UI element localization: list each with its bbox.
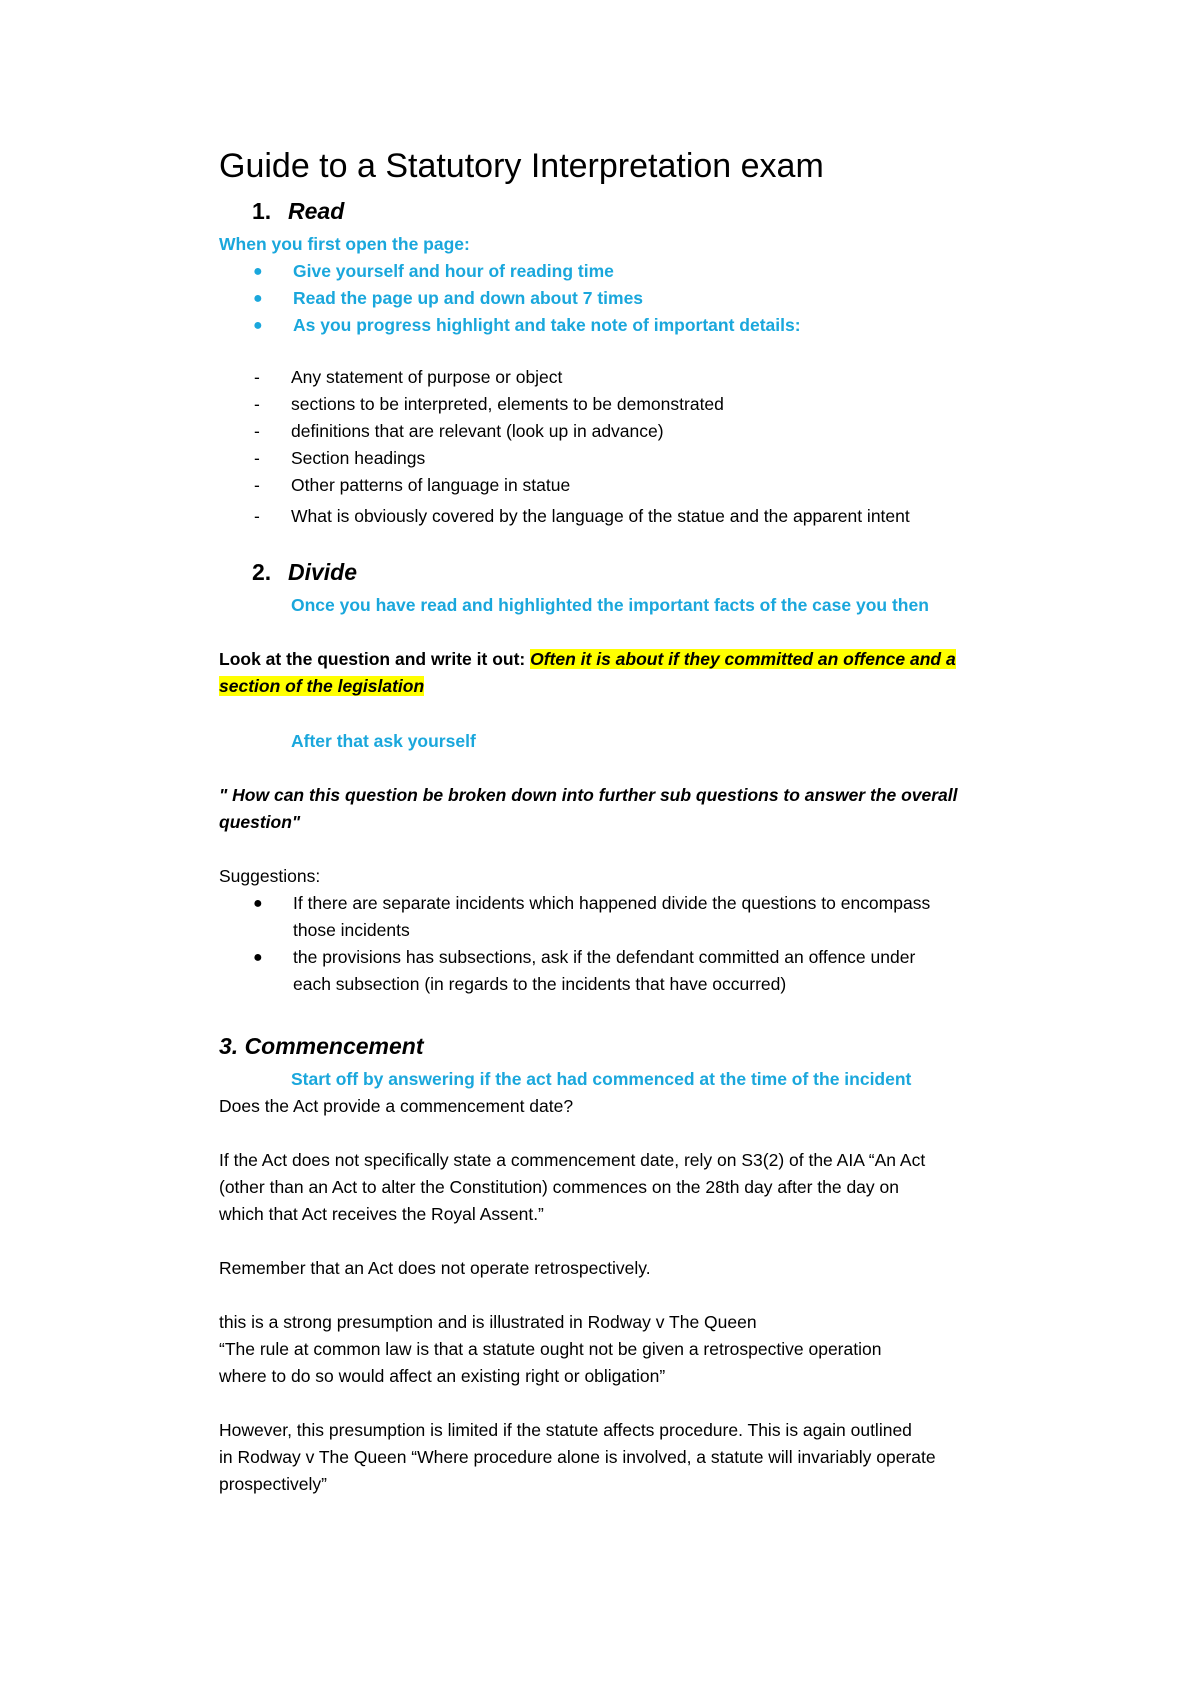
dash-text: Section headings <box>291 448 426 468</box>
question-line-1 <box>219 646 956 673</box>
paragraph-line: prospectively” <box>219 1474 327 1494</box>
bullet-icon: ● <box>253 290 263 307</box>
suggestion-text-line-1: the provisions has subsections, ask if the defendant committed an offence under <box>293 947 916 967</box>
bullet-text: Give yourself and hour of reading time <box>293 261 614 281</box>
suggestion-text-line-1: If there are separate incidents which happened divide the questions to encompass <box>293 893 931 913</box>
paragraph-line: in Rodway v The Queen “Where procedure alone is involved, a statute will invariably operate <box>219 1447 936 1467</box>
bullet-text: Read the page up and down about 7 times <box>293 288 644 308</box>
dash-text: What is obviously covered by the language of the statue and the apparent intent <box>291 506 910 526</box>
section-1-heading <box>252 198 344 225</box>
bullet-icon: ● <box>253 895 263 912</box>
bullet-icon: ● <box>253 263 263 280</box>
paragraph-line: where to do so would affect an existing right or obligation” <box>219 1366 666 1386</box>
bullet-icon: ● <box>253 949 263 966</box>
question-highlight-1: Often it is about if they committed an offence and a <box>530 649 956 669</box>
dash-marker: - <box>254 367 260 387</box>
section-2-after: After that ask yourself <box>291 731 476 751</box>
dash-text: sections to be interpreted, elements to be demonstrated <box>291 394 724 414</box>
dash-text: Any statement of purpose or object <box>291 367 563 387</box>
paragraph-line: (other than an Act to alter the Constitution) commences on the 28th day after the day on <box>219 1177 899 1197</box>
bullet-text: As you progress highlight and take note of important details: <box>293 315 801 335</box>
dash-marker: - <box>254 506 260 526</box>
paragraph-line: However, this presumption is limited if the statute affects procedure. This is again outlined <box>219 1420 912 1440</box>
dash-marker: - <box>254 394 260 414</box>
question-lead: Look at the question and write it out: <box>219 649 531 669</box>
section-1-intro: When you first open the page: <box>219 234 470 254</box>
section-2-title: Divide <box>288 559 358 585</box>
page-title: Guide to a Statutory Interpretation exam <box>219 147 824 185</box>
paragraph-line: If the Act does not specifically state a commencement date, rely on S3(2) of the AIA “An Act <box>219 1150 926 1170</box>
section-3-question: Does the Act provide a commencement date? <box>219 1096 574 1116</box>
bullet-icon: ● <box>253 317 263 334</box>
section-3-subline: Start off by answering if the act had commenced at the time of the incident <box>291 1069 912 1089</box>
dash-text: definitions that are relevant (look up in advance) <box>291 421 664 441</box>
question-quote-line-1: " How can this question be broken down into further sub questions to answer the overall <box>219 785 958 805</box>
suggestions-label: Suggestions: <box>219 866 321 886</box>
section-1-title: Read <box>288 198 345 224</box>
section-3-heading: 3. Commencement <box>219 1033 424 1059</box>
dash-marker: - <box>254 475 260 495</box>
section-1-number: 1. <box>252 198 272 224</box>
question-line-2 <box>219 673 424 700</box>
dash-marker: - <box>254 421 260 441</box>
section-2-heading <box>252 559 357 586</box>
section-2-number: 2. <box>252 559 272 585</box>
question-highlight-2: section of the legislation <box>219 676 425 696</box>
question-quote-line-2: question" <box>219 812 301 832</box>
paragraph-line: “The rule at common law is that a statute ought not be given a retrospective operation <box>219 1339 882 1359</box>
dash-marker: - <box>254 448 260 468</box>
suggestion-text-line-2: each subsection (in regards to the incidents that have occurred) <box>293 974 787 994</box>
dash-text: Other patterns of language in statue <box>291 475 571 495</box>
suggestion-text-line-2: those incidents <box>293 920 410 940</box>
paragraph-line: which that Act receives the Royal Assent.” <box>219 1204 544 1224</box>
section-2-subline: Once you have read and highlighted the important facts of the case you then <box>291 595 929 615</box>
paragraph-line: this is a strong presumption and is illustrated in Rodway v The Queen <box>219 1312 757 1332</box>
paragraph-line: Remember that an Act does not operate retrospectively. <box>219 1258 651 1278</box>
